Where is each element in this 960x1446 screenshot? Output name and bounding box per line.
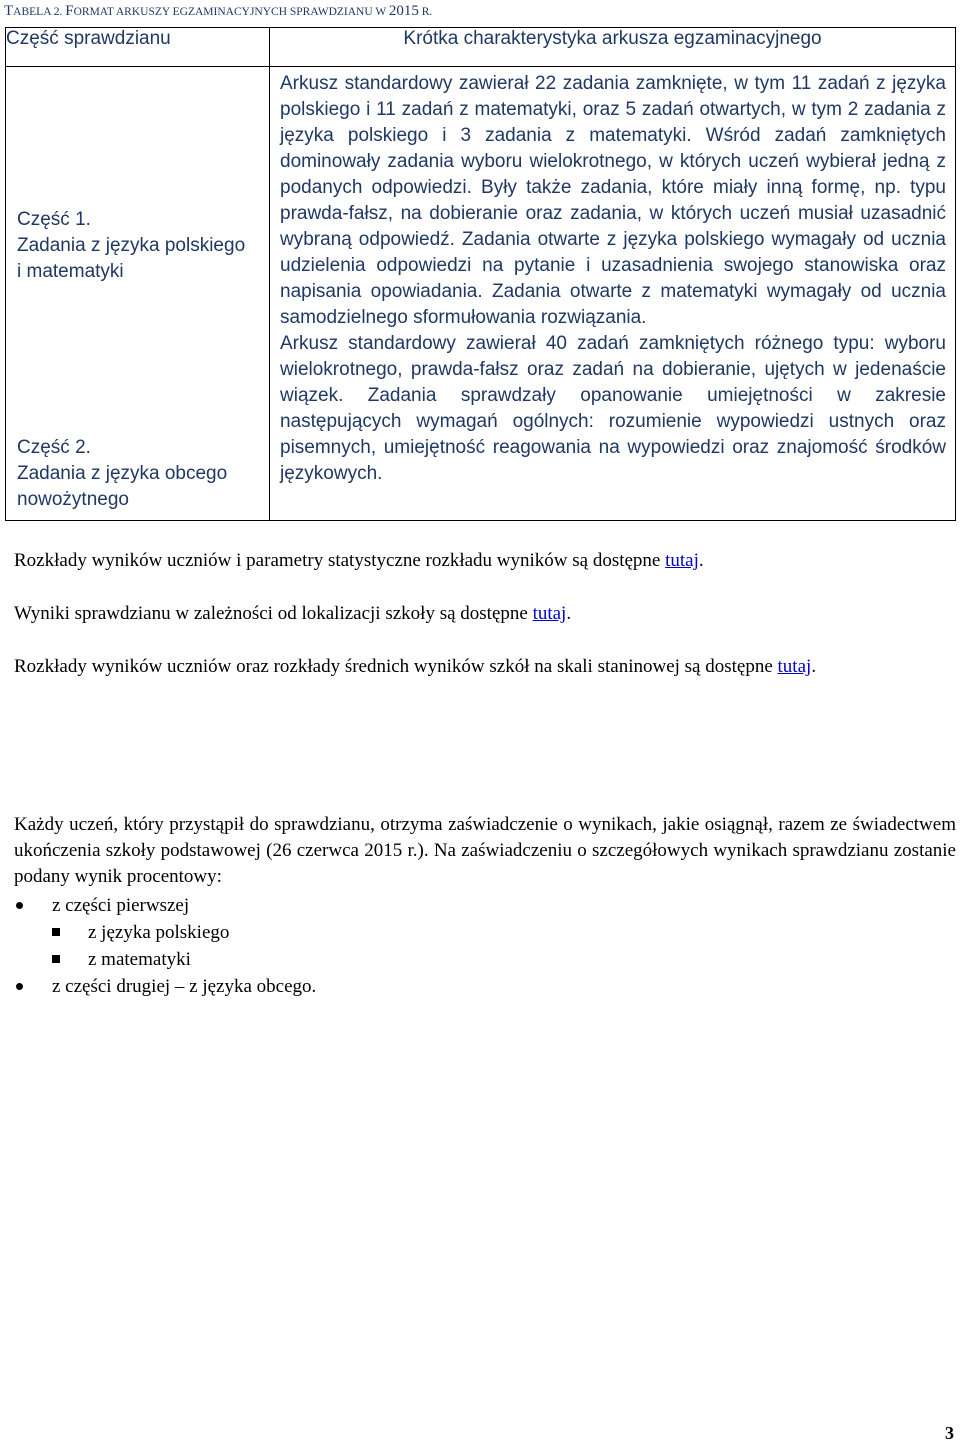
- bullet-text: z części drugiej – z języka obcego.: [52, 976, 317, 997]
- certificate-paragraph: Każdy uczeń, który przystąpił do sprawdzianu, otrzyma zaświadczenie o wynikach, jakie osiągnął, razem ze świadectwem ukończenia szkoły podstawowej (26 czerwca 2015 r.). Na zaświadczeniu o szczegółowych wynikach sprawdzianu zostanie podany wynik procentowy:: [14, 814, 956, 887]
- caption-f: F: [65, 3, 74, 19]
- exam-format-table: [5, 27, 956, 521]
- table-caption: [4, 3, 432, 20]
- note2-end: .: [566, 603, 572, 624]
- note3-text: Rozkłady wyników uczniów oraz rozkłady średnich wyników szkół na skali staninowej są dostępne: [14, 656, 778, 677]
- caption-year: 2015: [388, 3, 419, 19]
- list-item: [14, 973, 316, 1000]
- bullet-dot-icon: [16, 983, 23, 990]
- parts-cell: [6, 67, 270, 521]
- part1-line2: i matematyki: [17, 261, 124, 282]
- part1-title: Część 1.: [17, 209, 91, 230]
- part2-line2: nowożytnego: [17, 489, 129, 510]
- table-header-row: [6, 28, 956, 67]
- link-stanine[interactable]: tutaj: [777, 656, 812, 677]
- header-description: Krótka charakterystyka arkusza egzaminacyjnego: [270, 28, 956, 67]
- sub-list: [52, 919, 316, 973]
- stanine-note: [14, 654, 956, 680]
- table-body-row: [6, 67, 956, 521]
- description-text: [280, 71, 946, 487]
- note3-end: .: [811, 656, 817, 677]
- bullet-text: z części pierwszej: [52, 895, 190, 916]
- caption-abela: ABELA 2.: [13, 6, 66, 18]
- part2-line1: Zadania z języka obcego: [17, 463, 228, 484]
- link-results-distribution[interactable]: tutaj: [665, 550, 699, 571]
- part2-description: [280, 331, 946, 487]
- bullet-square-icon: [52, 955, 60, 963]
- note1-end: .: [698, 550, 704, 571]
- caption-format: ORMAT ARKUSZY EGZAMINACYJNYCH SPRAWDZIANU W: [73, 6, 389, 18]
- caption-t: T: [4, 3, 14, 19]
- list-item: [52, 946, 316, 973]
- list-item: [14, 892, 316, 973]
- link-location-results[interactable]: tutaj: [532, 603, 567, 624]
- bullet-square-icon: [52, 928, 60, 936]
- sub-bullet-text: z języka polskiego: [88, 922, 230, 943]
- bullet-dot-icon: [16, 902, 23, 909]
- part2-desc-b: Zadania sprawdzały opanowanie umiejętności w zakresie następujących wymagań ogólnych: rozumienie wypowiedzi ustnych oraz pisemnych, umiejętność reagowania na wypowiedzi oraz znajomość środków językowych.: [280, 385, 946, 484]
- result-parts-list: [14, 892, 316, 1000]
- part1-label: [17, 207, 245, 285]
- sub-bullet-text: z matematyki: [88, 949, 191, 970]
- part1-description: [280, 71, 946, 331]
- note1-text: Rozkłady wyników uczniów i parametry statystyczne rozkładu wyników są dostępne: [14, 550, 666, 571]
- results-distribution-note: [14, 548, 956, 574]
- location-results-note: [14, 601, 956, 627]
- part2-title: Część 2.: [17, 437, 91, 458]
- caption-r: R.: [418, 6, 433, 18]
- page-number: 3: [945, 1423, 954, 1443]
- part2-label: [17, 435, 227, 513]
- part2-desc-a: Arkusz standardowy zawierał 40 zadań zamkniętych różnego typu: wyboru wielokrotnego, prawda-fałsz oraz zadań na dobieranie, ujętych w jedenaście wiązek.: [280, 333, 946, 406]
- part1-desc-b: Wśród zadań zamkniętych dominowały zadania wyboru wielokrotnego, w których uczeń wybierał jedną z podanych odpowiedzi. Były także zadania, które miały inną formę, np. typu prawda-fałsz, na dobieranie oraz zadania, w których uczeń musiał uzasadnić wybraną odpowiedź. Zadania otwarte z języka polskiego wymagały od ucznia udzielenia odpowiedzi na pytanie i uzasadnienia swojego stanowiska oraz napisania opowiadania. Zadania otwarte z matematyki wymagały od ucznia samodzielnego sformułowania rozwiązania.: [280, 125, 946, 328]
- part1-desc-a: Arkusz standardowy zawierał 22 zadania zamknięte, w tym 11 zadań z języka polskiego i 11 zadań z matematyki, oraz 5 zadań otwartych, w tym 2 zadania z języka polskiego i 3 zadania z matematyki.: [280, 73, 946, 146]
- description-cell: [270, 67, 956, 521]
- note2-text: Wyniki sprawdzianu w zależności od lokalizacji szkoły są dostępne: [14, 603, 533, 624]
- list-item: [52, 919, 316, 946]
- part1-line1: Zadania z języka polskiego: [17, 235, 246, 256]
- header-part: Część sprawdzianu: [6, 28, 270, 67]
